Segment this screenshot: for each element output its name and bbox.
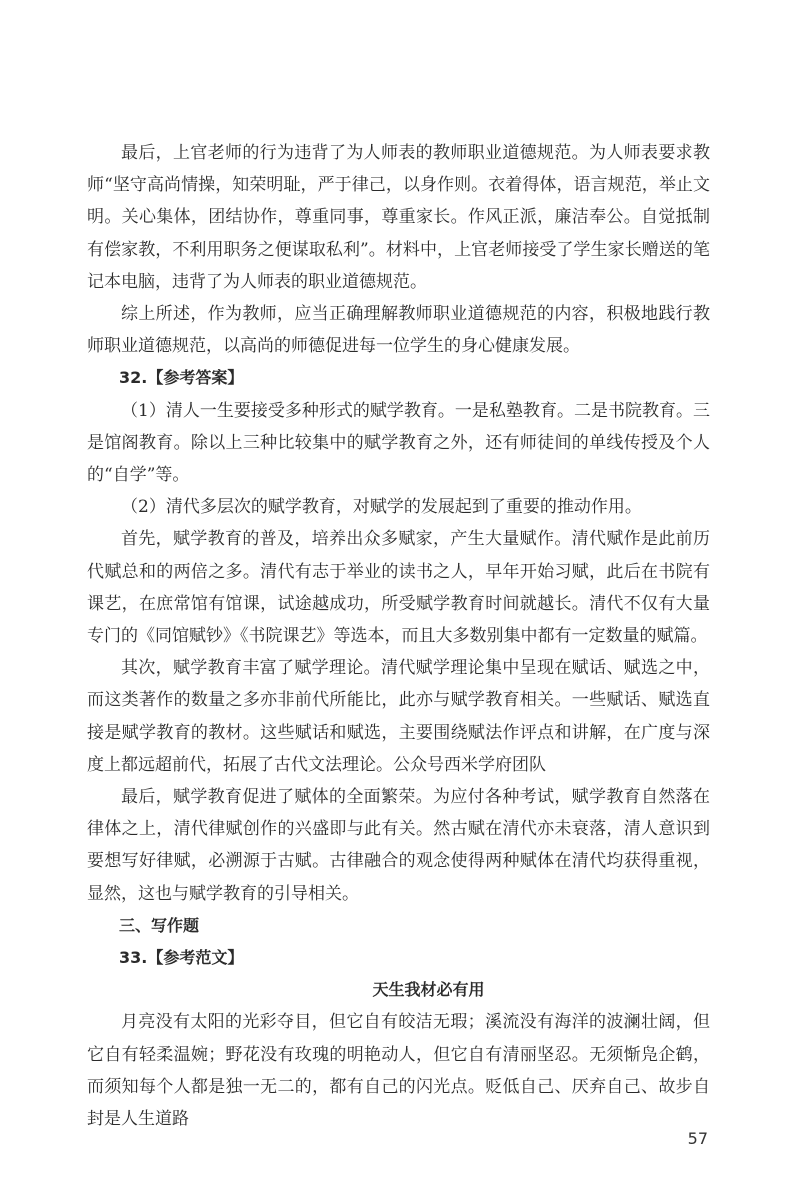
answer-32-part-2: （2）清代多层次的赋学教育，对赋学的发展起到了重要的推动作用。 bbox=[121, 497, 642, 518]
answer-32-heading: 32.【参考答案】 bbox=[119, 368, 244, 388]
essay-paragraph-1: 月亮没有太阳的光彩夺目，但它自有皎洁无瑕；溪流没有海洋的波澜壮阔，但它自有轻柔温婉；野花没有玫瑰的明艳动人，但它自有清丽坚忍。无须惭凫企鹤，而须知每个人都是独一无二的，都有自己的闪光点。贬低自己、厌弃自己、故步自封是人生道路 bbox=[87, 1012, 710, 1130]
answer-32-part-1: （1）清人一生要接受多种形式的赋学教育。一是私塾教育。二是书院教育。三是馆阁教育。除以上三种比较集中的赋学教育之外，还有师徒间的单线传授及个人的“自学”等。 bbox=[87, 400, 710, 486]
paragraph-summary: 综上所述，作为教师，应当正确理解教师职业道德规范的内容，积极地践行教师职业道德规范，以高尚的师德促进每一位学生的身心健康发展。 bbox=[87, 304, 710, 357]
paragraph-conclusion-point-3: 最后，上官老师的行为违背了为人师表的教师职业道德规范。为人师表要求教师“坚守高尚情操，知荣明耻，严于律己，以身作则。衣着得体，语言规范，举止文明。关心集体，团结协作，尊重同事，尊重家长。作风正派，廉洁奉公。自觉抵制有偿家教，不利用职务之便谋取私利”。材料中，上官老师接受了学生家长赠送的笔记本电脑，违背了为人师表的职业道德规范。 bbox=[87, 143, 710, 292]
answer-32-first: 首先，赋学教育的普及，培养出众多赋家，产生大量赋作。清代赋作是此前历代赋总和的两倍之多。清代有志于举业的读书之人，早年开始习赋，此后在书院有课艺，在庶常馆有馆课，试途越成功，所受赋学教育时间就越长。清代不仅有大量专门的《同馆赋钞》《书院课艺》等选本，而且大多数别集中都有一定数量的赋篇。 bbox=[87, 529, 710, 647]
page-number: 57 bbox=[687, 1129, 708, 1148]
answer-32-last: 最后，赋学教育促进了赋体的全面繁荣。为应付各种考试，赋学教育自然落在律体之上，清代律赋创作的兴盛即与此有关。然古赋在清代亦未衰落，清人意识到要想写好律赋，必溯源于古赋。古律融合的观念使得两种赋体在清代均获得重视，显然，这也与赋学教育的引导相关。 bbox=[87, 787, 710, 904]
section-writing-heading: 三、写作题 bbox=[119, 915, 200, 935]
answer-33-heading: 33.【参考范文】 bbox=[119, 948, 244, 968]
answer-32-second: 其次，赋学教育丰富了赋学理论。清代赋学理论集中呈现在赋话、赋选之中，而这类著作的数量之多亦非前代所能比，此亦与赋学教育相关。一些赋话、赋选直接是赋学教育的教材。这些赋话和赋选，主要围绕赋法作评点和讲解，在广度与深度上都远超前代，拓展了古代文法理论。公众号西米学府团队 bbox=[87, 658, 710, 775]
essay-title: 天生我材必有用 bbox=[372, 980, 485, 1000]
page-body bbox=[87, 137, 710, 1135]
